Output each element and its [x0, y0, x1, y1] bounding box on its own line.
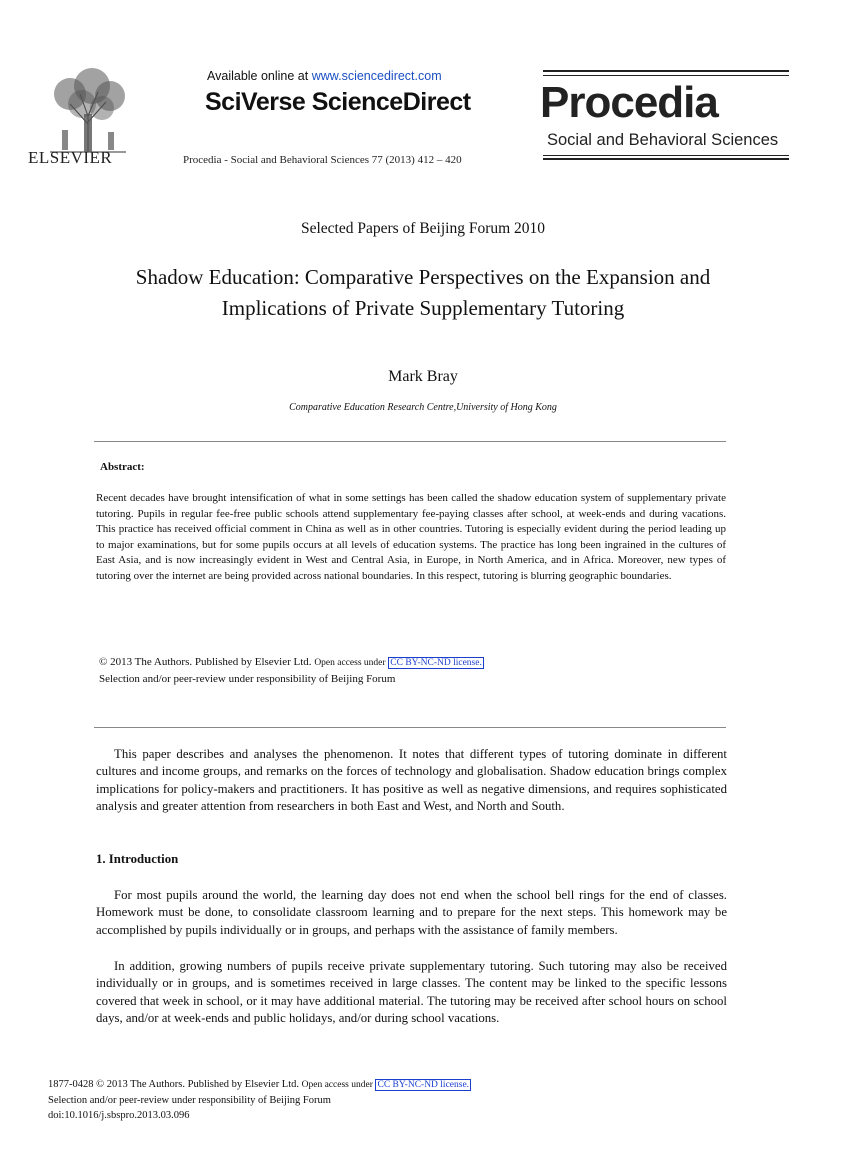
footer-doi: doi:10.1016/j.sbspro.2013.03.096	[48, 1110, 190, 1121]
publisher-name: ELSEVIER	[28, 148, 113, 167]
body-paragraph: For most pupils around the world, the learning day does not end when the school bell rings for the end of classes. Homework must be done, to consolidate classroom learning and to prepare for the next steps. This homework may be accomplished by pupils individually or in groups, and perhaps with the assistance of family members.	[96, 888, 727, 937]
open-access-label: Open access under	[314, 658, 386, 668]
footer-open-access: Open access under	[301, 1080, 373, 1090]
journal-reference: Procedia - Social and Behavioral Sciences 77 (2013) 412 – 420	[183, 154, 462, 166]
author-name: Mark Bray	[388, 368, 458, 385]
journal-brand-subtitle: Social and Behavioral Sciences	[547, 131, 779, 149]
body-paragraph: In addition, growing numbers of pupils receive private supplementary tutoring. Such tutoring may also be received individually or in groups, and is sometimes received in large classes. The content may be linked to the specific lessons covered that week in school, or it may have additional material. The tutoring may be received after school hours on school days, and/or at week-ends and public holidays, and/or during school vacations.	[96, 959, 727, 1026]
availability-prefix: Available online at	[207, 69, 312, 83]
series-title: Selected Papers of Beijing Forum 2010	[300, 220, 546, 237]
sciencedirect-link[interactable]: www.sciencedirect.com	[311, 69, 442, 83]
section-heading: 1. Introduction	[96, 852, 179, 866]
author-affiliation: Comparative Education Research Centre,University of Hong Kong	[289, 402, 557, 413]
footer-license-link[interactable]: CC BY-NC-ND license.	[377, 1080, 470, 1090]
elsevier-tree-logo	[40, 64, 136, 154]
brand-rule	[543, 75, 789, 76]
journal-brand: Procedia	[540, 78, 718, 127]
availability-line	[207, 69, 442, 83]
platform-logo-text: SciVerse ScienceDirect	[205, 88, 471, 116]
brand-rule	[543, 70, 789, 72]
brand-rule	[543, 155, 789, 156]
page-footer	[48, 1077, 471, 1123]
license-link[interactable]: CC BY-NC-ND license.	[390, 658, 482, 668]
abstract-heading: Abstract:	[100, 461, 145, 473]
peer-review-note: Selection and/or peer-review under responsibility of Beijing Forum	[99, 673, 396, 685]
footer-peer-review: Selection and/or peer-review under responsibility of Beijing Forum	[48, 1095, 331, 1106]
abstract-body: Recent decades have brought intensification of what in some settings has been called the shadow education system of supplementary private tutoring. Pupils in regular fee-free public schools attend supplementary fee-paying classes after school, at week-ends and during vacations. This practice has received official comment in China as well as in other countries. Tutoring is especially evident during the period leading up to major examinations, but for some pupils occurs at all levels of education systems. The practice has long been ingrained in the cultures of East Asia, and is now increasingly evident in West and Central Asia, in Europe, in North America, and in Africa. Moreover, new types of tutoring over the internet are being provided across national boundaries. In this respect, tutoring is blurring geographic boundaries.	[96, 492, 726, 582]
paper-title: Shadow Education: Comparative Perspectives on the Expansion and Implications of Private Supplementary Tutoring	[135, 265, 711, 320]
divider	[94, 441, 726, 442]
copyright-text: © 2013 The Authors. Published by Elsevier Ltd.	[99, 656, 312, 668]
divider	[94, 727, 726, 728]
brand-rule	[543, 158, 789, 160]
intro-paragraph: This paper describes and analyses the phenomenon. It notes that different types of tutoring dominate in different cultures and income groups, and remarks on the forces of technology and globalisation. Shadow education brings complex implications for policy-makers and practitioners. It has positive as well as negative dimensions, and requires sophisticated analysis and greater attention from researchers in both East and West, and North and South.	[96, 747, 727, 814]
copyright-block	[99, 654, 484, 687]
footer-copyright: 1877-0428 © 2013 The Authors. Published by Elsevier Ltd.	[48, 1079, 300, 1090]
